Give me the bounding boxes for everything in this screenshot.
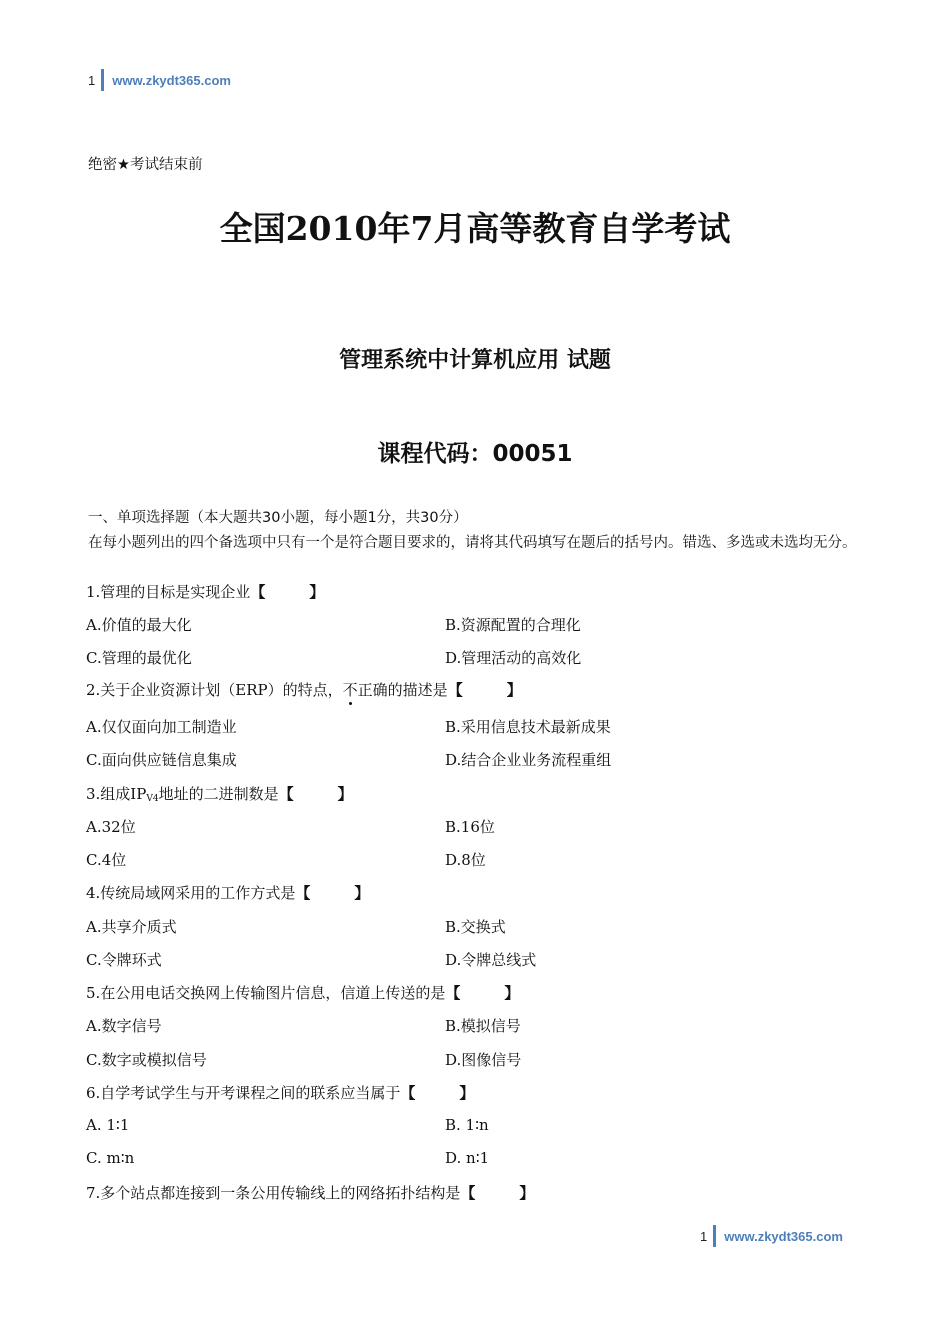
question-stem: 1.管理的目标是实现企业 <box>86 583 251 601</box>
answer-bracket-open: 【 <box>278 785 294 803</box>
answer-bracket-close: 】 <box>504 984 520 1002</box>
question-stem: 4.传统局域网采用的工作方式是 <box>86 884 296 902</box>
question-stem-emphasis: 不 <box>342 681 358 699</box>
answer-bracket-open: 【 <box>445 984 461 1002</box>
option-1d: D.管理活动的高效化 <box>445 649 582 667</box>
option-2c: C.面向供应链信息集成 <box>86 751 237 769</box>
option-5d: D.图像信号 <box>445 1051 522 1069</box>
option-1a: A.价值的最大化 <box>86 616 192 634</box>
answer-bracket-close: 】 <box>309 583 325 601</box>
question-7 <box>86 1182 534 1203</box>
option-3d: D.8位 <box>445 851 486 869</box>
option-5b: B.模拟信号 <box>445 1017 521 1035</box>
question-stem-subscript: V4 <box>146 794 159 804</box>
question-1 <box>86 581 324 602</box>
question-stem: 6.自学考试学生与开考课程之间的联系应当属于 <box>86 1084 401 1102</box>
header-page-number: 1 <box>88 72 96 88</box>
footer-divider <box>713 1225 716 1247</box>
option-1c: C.管理的最优化 <box>86 649 192 667</box>
option-4d: D.令牌总线式 <box>445 951 537 969</box>
header-site-link[interactable]: www.zkydt365.com <box>112 72 231 88</box>
question-stem-post: 地址的二进制数是 <box>158 785 279 803</box>
page-footer <box>700 1224 843 1248</box>
question-4 <box>86 882 369 903</box>
answer-bracket-close: 】 <box>459 1084 475 1102</box>
question-stem-pre: 3.组成IP <box>86 785 147 803</box>
option-6a: A. 1∶1 <box>86 1116 130 1134</box>
question-6 <box>86 1082 474 1103</box>
option-6c: C. m∶n <box>86 1149 135 1167</box>
exam-title: 全国2010年7月高等教育自学考试 <box>219 209 731 248</box>
question-2 <box>86 679 522 700</box>
page-header <box>88 68 231 92</box>
option-3b: B.16位 <box>445 818 495 836</box>
answer-bracket-open: 【 <box>295 884 311 902</box>
option-2d: D.结合企业业务流程重组 <box>445 751 612 769</box>
question-stem-pre: 2.关于企业资源计划（ERP）的特点， <box>86 681 343 699</box>
answer-bracket-open: 【 <box>447 681 463 699</box>
section-heading: 一、单项选择题（本大题共30小题，每小题1分，共30分） <box>88 510 468 526</box>
answer-bracket-open: 【 <box>400 1084 416 1102</box>
option-2a: A.仅仅面向加工制造业 <box>86 718 237 736</box>
question-stem: 5.在公用电话交换网上传输图片信息，信道上传送的是 <box>86 984 446 1002</box>
option-6b: B. 1∶n <box>445 1116 489 1134</box>
option-6d: D. n∶1 <box>445 1149 490 1167</box>
option-3a: A.32位 <box>86 818 136 836</box>
header-divider <box>101 69 104 91</box>
course-code-value: 00051 <box>492 441 573 467</box>
option-2b: B.采用信息技术最新成果 <box>445 718 611 736</box>
option-5a: A.数字信号 <box>86 1017 162 1035</box>
option-1b: B.资源配置的合理化 <box>445 616 581 634</box>
option-5c: C.数字或模拟信号 <box>86 1051 207 1069</box>
answer-bracket-close: 】 <box>519 1184 535 1202</box>
secret-label: 绝密★考试结束前 <box>88 157 203 173</box>
question-5 <box>86 982 519 1003</box>
answer-bracket-open: 【 <box>250 583 266 601</box>
answer-bracket-close: 】 <box>337 785 353 803</box>
footer-page-number: 1 <box>700 1228 708 1244</box>
answer-bracket-close: 】 <box>354 884 370 902</box>
option-4b: B.交换式 <box>445 918 506 936</box>
answer-bracket-close: 】 <box>506 681 522 699</box>
exam-subtitle: 管理系统中计算机应用 试题 <box>339 348 611 373</box>
course-code-label: 课程代码： <box>377 441 493 467</box>
question-stem: 7.多个站点都连接到一条公用传输线上的网络拓扑结构是 <box>86 1184 461 1202</box>
footer-site-link[interactable]: www.zkydt365.com <box>724 1228 843 1244</box>
section-instruction: 在每小题列出的四个备选项中只有一个是符合题目要求的，请将其代码填写在题后的括号内。错选、多选或未选均无分。 <box>88 535 857 551</box>
option-3c: C.4位 <box>86 851 127 869</box>
course-code <box>0 435 950 468</box>
question-3 <box>86 783 353 804</box>
option-4c: C.令牌环式 <box>86 951 162 969</box>
option-4a: A.共享介质式 <box>86 918 177 936</box>
answer-bracket-open: 【 <box>460 1184 476 1202</box>
question-stem-post: 正确的描述是 <box>357 681 448 699</box>
